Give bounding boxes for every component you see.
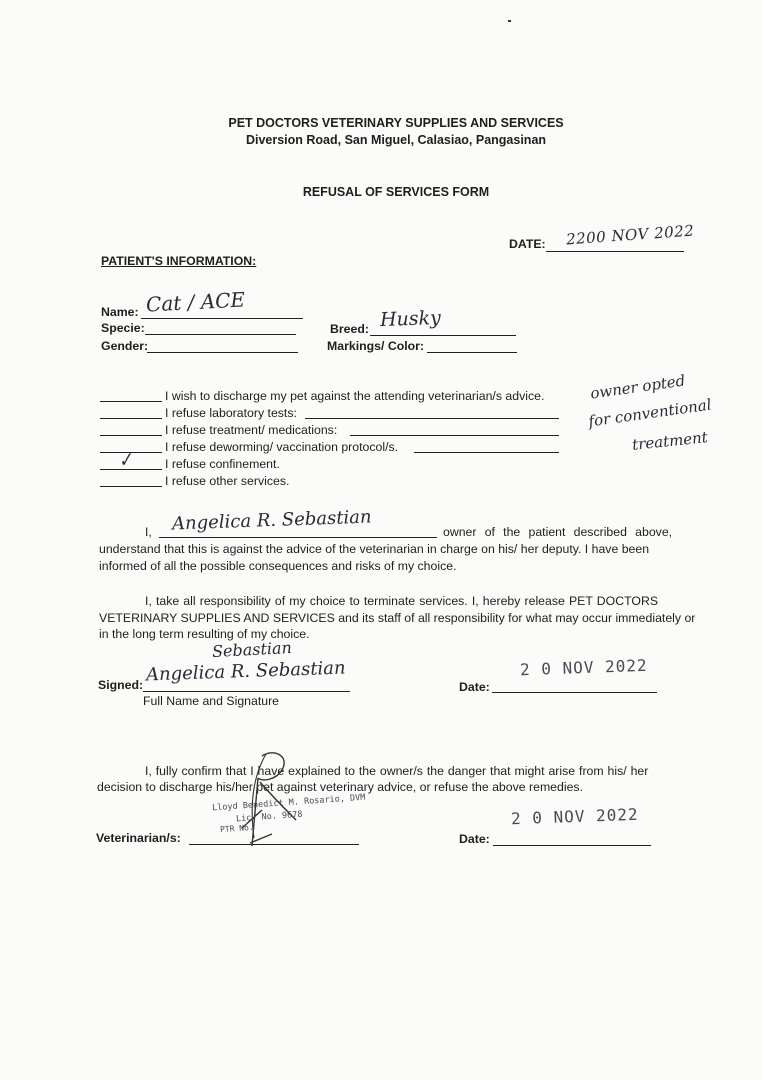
signed-label: Signed: <box>98 678 144 692</box>
checklist-item-confinement: I refuse confinement. <box>165 457 280 471</box>
owner-statement-line3: informed of all the possible consequences and risks of my choice. <box>99 559 457 573</box>
owner-date-label: Date: <box>459 680 490 694</box>
markings-label: Markings/ Color: <box>327 339 425 353</box>
owner-name-handwritten: Angelica R. Sebastian <box>171 506 372 535</box>
owner-signature-handwritten: Angelica R. Sebastian <box>145 657 346 686</box>
checklist-blank-6[interactable] <box>100 486 162 487</box>
release-statement-line3: in the long term resulting of my choice. <box>99 627 310 641</box>
veterinarian-date-label: Date: <box>459 832 490 846</box>
name-label: Name: <box>101 305 139 319</box>
owner-statement-line1: owner of the patient described above, <box>443 525 673 539</box>
markings-line <box>427 352 517 353</box>
release-statement-line2: VETERINARY SUPPLIES AND SERVICES and its staff of all responsibility for what may occur immediately or <box>99 611 696 625</box>
specie-line <box>145 334 296 335</box>
form-title: REFUSAL OF SERVICES FORM <box>302 185 490 199</box>
owner-name-line[interactable] <box>159 537 437 538</box>
checklist-blank-1[interactable] <box>100 401 162 402</box>
confinement-check-mark: ✓ <box>115 448 136 473</box>
scan-speck <box>508 20 511 22</box>
checklist-item-other: I refuse other services. <box>165 474 290 488</box>
clinic-name: PET DOCTORS VETERINARY SUPPLIES AND SERVICES <box>228 116 564 130</box>
owner-date-stamp: 2 0 NOV 2022 <box>519 655 648 680</box>
clinic-address: Diversion Road, San Miguel, Calasiao, Pangasinan <box>245 133 547 147</box>
checklist-item-deworming: I refuse deworming/ vaccination protocol/s. <box>165 440 399 454</box>
breed-label: Breed: <box>330 322 369 336</box>
name-line <box>141 318 303 319</box>
laboratory-detail-line[interactable] <box>305 418 559 419</box>
signature-caption: Full Name and Signature <box>143 694 280 708</box>
checklist-item-discharge: I wish to discharge my pet against the attending veterinarian/s advice. <box>165 389 545 403</box>
vet-statement-line1: I, fully confirm that I have explained to the owner/s the danger that might arise from his/ her <box>145 764 649 778</box>
date-value-handwritten: 2200 NOV 2022 <box>565 221 695 249</box>
veterinarian-date-line[interactable] <box>493 845 651 846</box>
veterinarian-label: Veterinarian/s: <box>96 831 181 845</box>
gender-label: Gender: <box>101 339 149 353</box>
owner-signature-line[interactable] <box>143 691 350 692</box>
vet-statement-line2: decision to discharge his/her pet against veterinary advice, or refuse the above remedies. <box>97 780 583 794</box>
checklist-item-laboratory: I refuse laboratory tests: <box>165 406 297 420</box>
owner-statement-line2: understand that this is against the advice of the veterinarian in charge on his/ her deputy. I have been <box>99 542 650 556</box>
treatment-detail-line[interactable] <box>350 435 559 436</box>
owner-date-line[interactable] <box>492 692 657 693</box>
specie-label: Specie: <box>101 321 145 335</box>
date-line <box>546 251 684 252</box>
veterinarian-date-stamp: 2 0 NOV 2022 <box>510 804 639 829</box>
breed-value-handwritten: Husky <box>379 306 442 332</box>
deworming-detail-line[interactable] <box>414 452 559 453</box>
checklist-blank-3[interactable] <box>100 435 162 436</box>
checklist-blank-2[interactable] <box>100 418 162 419</box>
gender-line <box>147 352 298 353</box>
owner-statement-prefix: I, <box>145 525 152 539</box>
owner-signature-top-handwritten: Sebastian <box>211 637 293 662</box>
release-statement-line1: I, take all responsibility of my choice to terminate services. I, hereby release PET DOCTORS <box>145 594 659 608</box>
date-label: DATE: <box>509 237 546 251</box>
breed-line <box>370 335 516 336</box>
name-value-handwritten: Cat / ACE <box>145 287 246 317</box>
patient-info-heading: PATIENT'S INFORMATION: <box>101 254 257 268</box>
checklist-item-treatment: I refuse treatment/ medications: <box>165 423 338 437</box>
veterinarian-signature-scribble <box>232 748 302 853</box>
